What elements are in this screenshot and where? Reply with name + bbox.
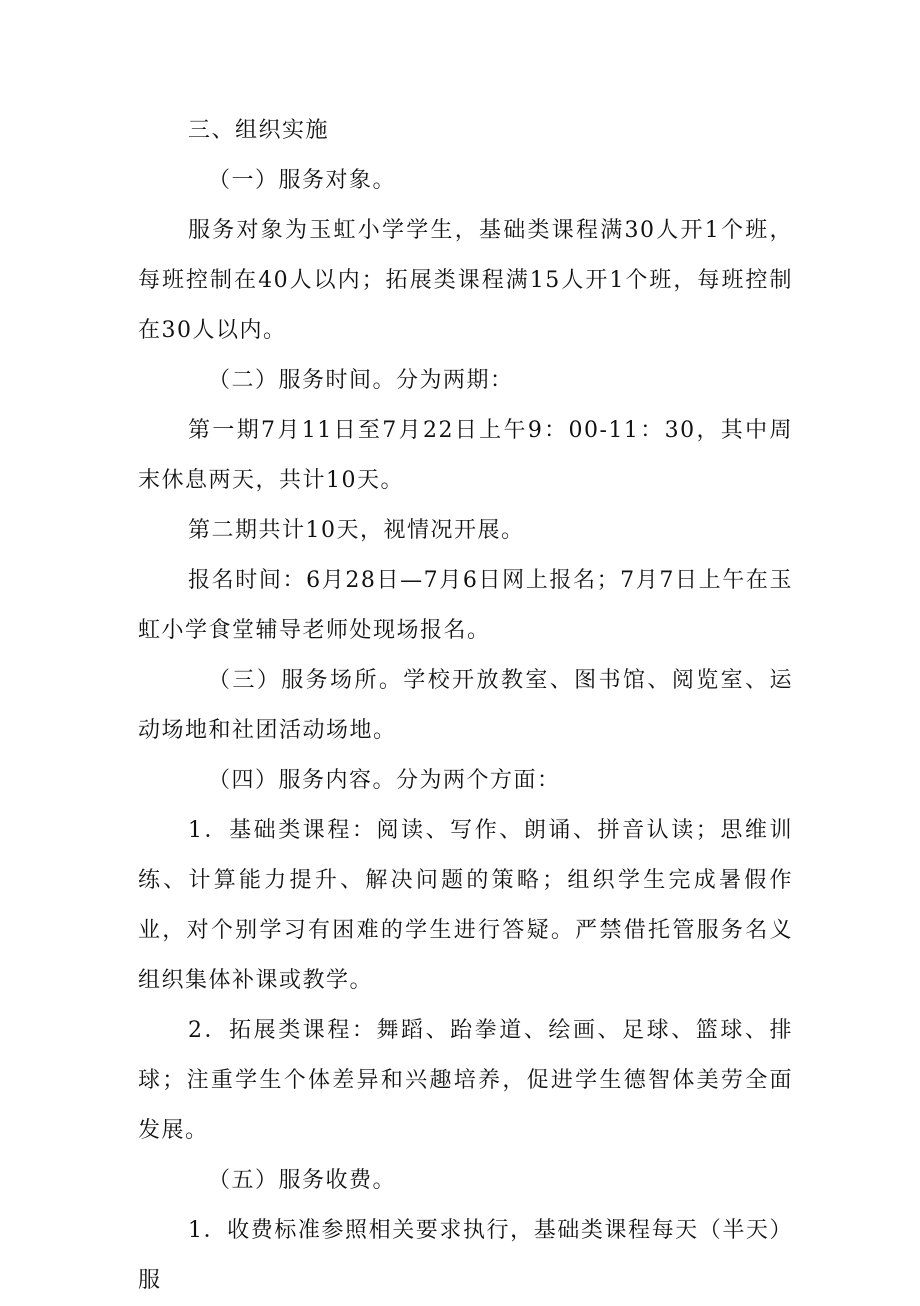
body-paragraph: 报名时间：6月28日—7月6日网上报名；7月7日上午在玉虹小学食堂辅导老师处现场报名。 <box>138 568 793 643</box>
list-item-paragraph: 2．拓展类课程：舞蹈、跆拳道、绘画、足球、篮球、排球；注重学生个体差异和兴趣培养，促进学生德智体美劳全面发展。 <box>138 1018 793 1143</box>
body-paragraph: 第一期7月11日至7月22日上午9：00-11：30，其中周末休息两天，共计10天。 <box>138 418 793 493</box>
subsection-heading: （四）服务内容。分为两个方面： <box>208 768 561 793</box>
list-item-paragraph: 1．基础类课程：阅读、写作、朗诵、拼音认读；思维训练、计算能力提升、解决问题的策略；组织学生完成暑假作业，对个别学习有困难的学生进行答疑。严禁借托管服务名义组织集体补课或教学。 <box>138 818 793 993</box>
document-body <box>138 106 793 1306</box>
list-item-paragraph: 1．收费标准参照相关要求执行，基础类课程每天（半天）服 <box>138 1218 793 1293</box>
subsection-heading: （三）服务场所。学校开放教室、图书馆、阅览室、运动场地和社团活动场地。 <box>138 668 793 743</box>
subsection-heading: （五）服务收费。 <box>208 1168 397 1193</box>
subsection-heading: （一）服务对象。 <box>208 168 397 193</box>
section-heading: 三、组织实施 <box>188 118 330 143</box>
subsection-heading: （二）服务时间。分为两期： <box>208 368 514 393</box>
body-paragraph: 第二期共计10天，视情况开展。 <box>188 518 525 543</box>
body-paragraph: 服务对象为玉虹小学学生，基础类课程满30人开1个班，每班控制在40人以内；拓展类课程满15人开1个班，每班控制在30人以内。 <box>138 218 793 343</box>
